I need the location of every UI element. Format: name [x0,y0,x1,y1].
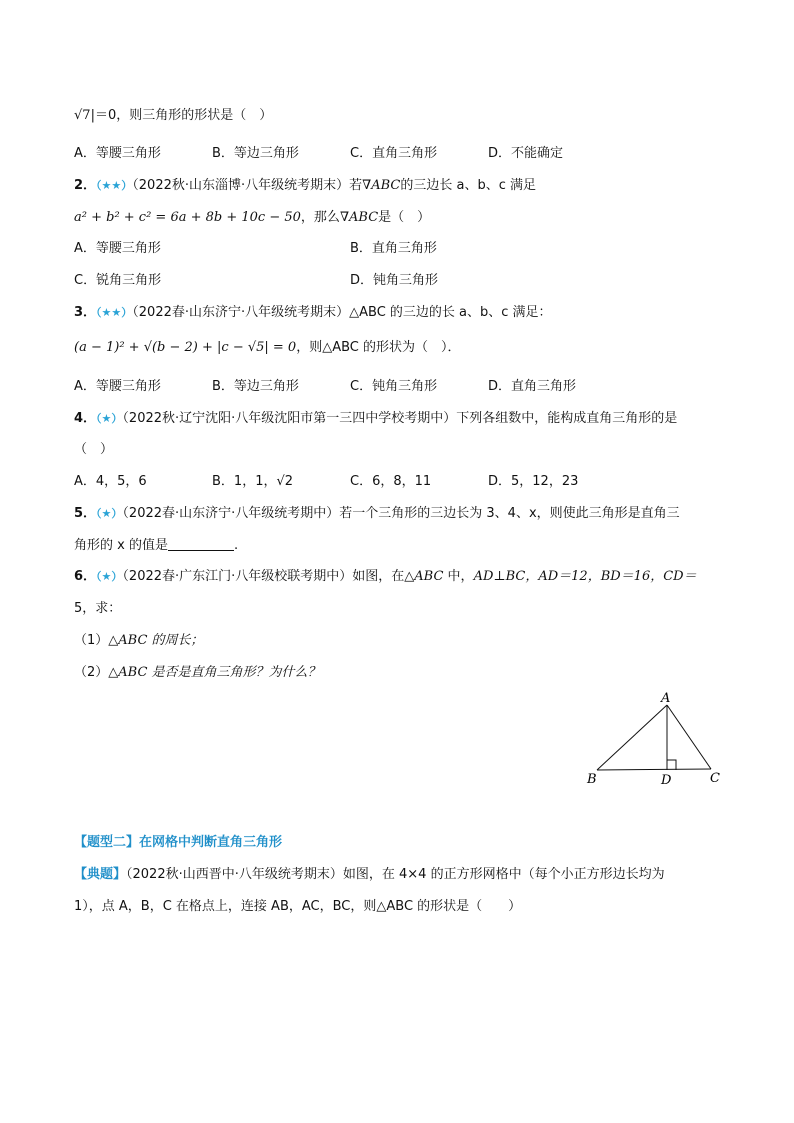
prev-question-tail [74,107,272,125]
sub-number: （1） [74,633,109,648]
question-4-paren: （ ） [74,442,114,457]
sqrt7: √7 [74,108,91,123]
equation-tail: ，那么 [300,210,340,225]
question-text: 中， [443,569,474,584]
triangle-symbol: ∇ABC [362,178,401,193]
question-source: （2022春·山东济宁·八年级统考期中）若一个三角形的三边长为 3、4、x，则使此三角形是直角三 [122,506,680,521]
option-b: B．等边三角形 [212,146,299,161]
difficulty-stars: （★） [96,412,123,425]
question-4 [74,410,677,428]
difficulty-stars: （★） [96,570,123,583]
sub-text: △ABC 的周长； [108,633,204,648]
option-c: C．6，8，11 [350,474,432,489]
option-c: C．直角三角形 [350,146,438,161]
sub-question-1 [74,632,204,650]
example-question-line2: 1），点 A，B，C 在格点上，连接 AB，AC，BC，则△ABC 的形状是（ ） [74,899,522,914]
label-a: A [661,691,671,706]
question-number: 3． [74,305,97,320]
sub-text: △ABC 是否是直角三角形？为什么？ [108,665,321,680]
option-b: B．等边三角形 [212,379,299,394]
example-question [74,866,665,884]
example-tag: 【典题】 [74,867,127,882]
question-source: （2022秋·山东淄博·八年级统考期末）若 [132,178,363,193]
question-number: 2． [74,178,97,193]
question-2 [74,177,536,195]
label-d: D [661,773,672,788]
right-angle-mark [667,760,676,770]
question-6 [74,568,697,586]
sub-question-2 [74,664,321,682]
tail-text: |＝0，则三角形的形状是（ ） [90,108,273,123]
label-c: C [710,771,720,786]
option-c: C．钝角三角形 [350,379,438,394]
question-5 [74,505,680,523]
question-source: （2022春·广东江门·八年级校联考期中）如图，在△ [122,569,415,584]
question-2-equation [74,209,430,227]
question-3-equation [74,339,461,357]
question-3 [74,304,552,322]
equation-tail: ，则△ABC 的形状为（ ）． [296,340,461,355]
question-text: 的三边长 a、b、c 满足 [400,178,536,193]
equation: (a − 1)² + √(b − 2) + |c − √5| = 0 [74,340,297,355]
option-a: A．4，5，6 [74,474,147,489]
triangle-figure [580,690,730,790]
label-b: B [587,772,597,787]
difficulty-stars: （★） [96,507,123,520]
period: . [233,538,239,553]
option-d: D．不能确定 [488,146,564,161]
section-title: 【题型二】在网格中判断直角三角形 [74,835,283,850]
question-text: 角形的 x 的值是 [74,538,168,553]
difficulty-stars: （★★） [96,306,133,319]
question-number: 4． [74,411,97,426]
question-source: （2022秋·辽宁沈阳·八年级沈阳市第一三四中学校考期中）下列各组数中，能构成直角三角形的是 [122,411,678,426]
equation: a² + b² + c² = 6a + 8b + 10c − 50 [74,210,301,225]
question-source: （2022秋·山西晋中·八年级统考期末）如图，在 4×4 的正方形网格中（每个小正方形边长均为 [126,867,665,882]
condition: AD⊥BC，AD＝12，BD＝16，CD＝ [473,569,697,584]
question-6-line2: 5，求： [74,601,122,616]
difficulty-stars: （★★） [96,179,133,192]
option-a: A．等腰三角形 [74,241,161,256]
option-d: D．5，12，23 [488,474,579,489]
option-c: C．锐角三角形 [74,273,162,288]
triangle-name: ABC [414,569,444,584]
answer-blank[interactable] [168,536,234,551]
side-ac [667,705,711,769]
option-b: B．直角三角形 [350,241,437,256]
triangle-symbol: ∇ABC [339,210,379,225]
option-d: D．钝角三角形 [350,273,439,288]
question-number: 5． [74,506,97,521]
sub-number: （2） [74,665,109,680]
option-b: B．1，1，√2 [212,474,294,489]
question-source: （2022春·山东济宁·八年级统考期末）△ABC 的三边的长 a、b、c 满足： [132,305,552,320]
option-a: A．等腰三角形 [74,379,161,394]
side-ab [597,705,667,770]
equation-end: 是（ ） [378,210,431,225]
option-a: A．等腰三角形 [74,146,161,161]
side-bc [597,769,711,770]
question-5-line2 [74,536,238,555]
option-d: D．直角三角形 [488,379,577,394]
question-number: 6． [74,569,97,584]
